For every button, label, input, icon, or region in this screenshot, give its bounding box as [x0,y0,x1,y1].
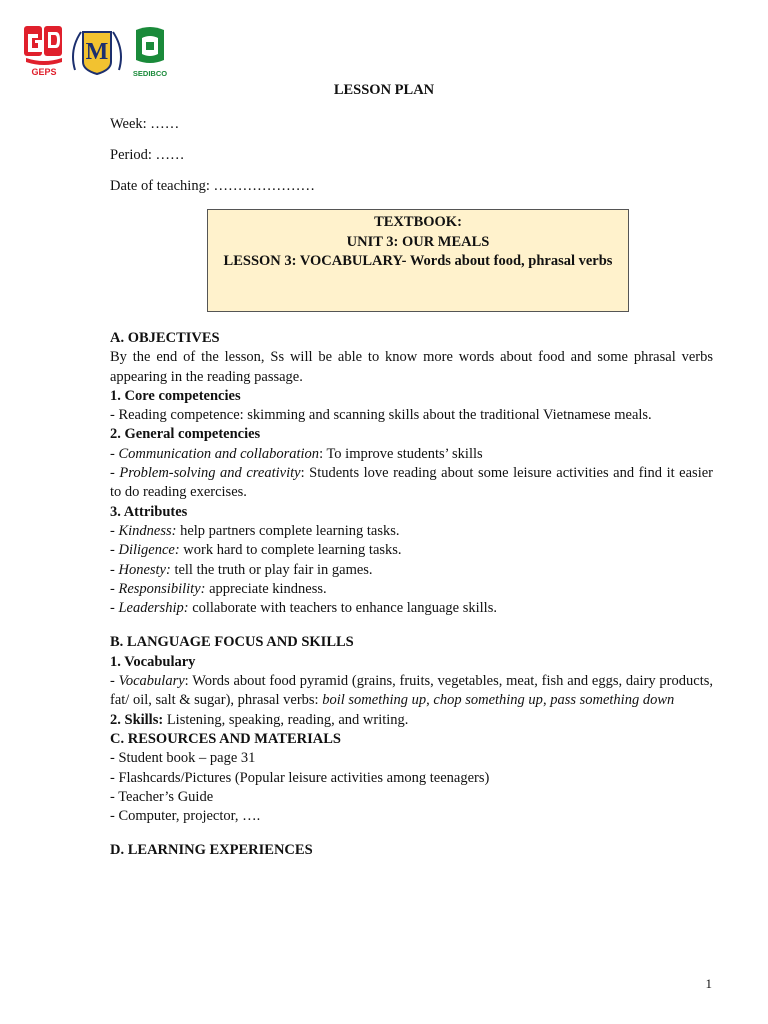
lesson-title: LESSON 3: VOCABULARY- Words about food, phrasal verbs [223,253,613,269]
week-field: Week: …… [110,116,180,132]
unit-title: UNIT 3: OUR MEALS [346,233,490,250]
core-competencies-heading: 1. Core competencies [110,387,241,404]
general-competency-item: - Communication and collaboration: To improve students’ skills [110,445,483,462]
attribute-item: - Honesty: tell the truth or play fair in games. [110,561,373,578]
date-of-teaching-field: Date of teaching: ………………… [110,178,315,194]
sedibco-logo-text: SEDIBCO [132,69,168,78]
objectives-intro: By the end of the lesson, Ss will be able to know more words about food and some phrasal verbs appearing in the reading passage. [110,349,713,385]
core-competency-item: - Reading competence: skimming and scanning skills about the traditional Vietnamese meals. [110,407,652,424]
attribute-item: - Leadership: collaborate with teachers to enhance language skills. [110,600,497,617]
resources-heading: C. RESOURCES AND MATERIALS [110,730,341,747]
section-spacer [110,618,713,633]
vocabulary-item: - Vocabulary: Words about food pyramid (grains, fruits, vegetables, meat, fish and eggs, dairy products, fat/ oil, salt & sugar), phrasal verbs: boil something up, chop something up, pass something down [110,673,713,709]
language-focus-heading: B. LANGUAGE FOCUS AND SKILLS [110,634,354,651]
learning-experiences-heading: D. LEARNING EXPERIENCES [110,842,313,859]
section-spacer [110,826,713,841]
skills-item: 2. Skills: Listening, speaking, reading, and writing. [110,711,409,728]
textbook-label: TEXTBOOK: [374,214,462,230]
logo-group [22,24,170,80]
vocabulary-heading: 1. Vocabulary [110,653,196,670]
resource-item: - Computer, projector, …. [110,808,261,825]
page-number: 1 [705,976,712,991]
general-competency-item: - Problem-solving and creativity: Students love reading about some leisure activities and find it easier to do reading exercises. [110,465,713,501]
resource-item: - Teacher’s Guide [110,788,214,805]
attribute-item: - Kindness: help partners complete learning tasks. [110,522,400,539]
geps-logo [22,24,66,78]
m-school-logo [69,24,125,78]
page-title: LESSON PLAN [333,82,435,98]
attribute-item: - Diligence: work hard to complete learning tasks. [110,542,402,559]
m-logo-text: M [85,39,109,65]
sedibco-logo [128,24,172,80]
resource-item: - Flashcards/Pictures (Popular leisure activities among teenagers) [110,769,490,786]
period-field: Period: …… [110,147,185,163]
textbook-box [207,209,629,312]
geps-logo-text: GEPS [31,67,57,77]
attributes-heading: 3. Attributes [110,503,188,520]
lesson-content [110,329,713,861]
resource-item: - Student book – page 31 [110,750,256,767]
attribute-item: - Responsibility: appreciate kindness. [110,580,327,597]
objectives-heading: A. OBJECTIVES [110,330,220,346]
general-competencies-heading: 2. General competencies [110,426,261,443]
